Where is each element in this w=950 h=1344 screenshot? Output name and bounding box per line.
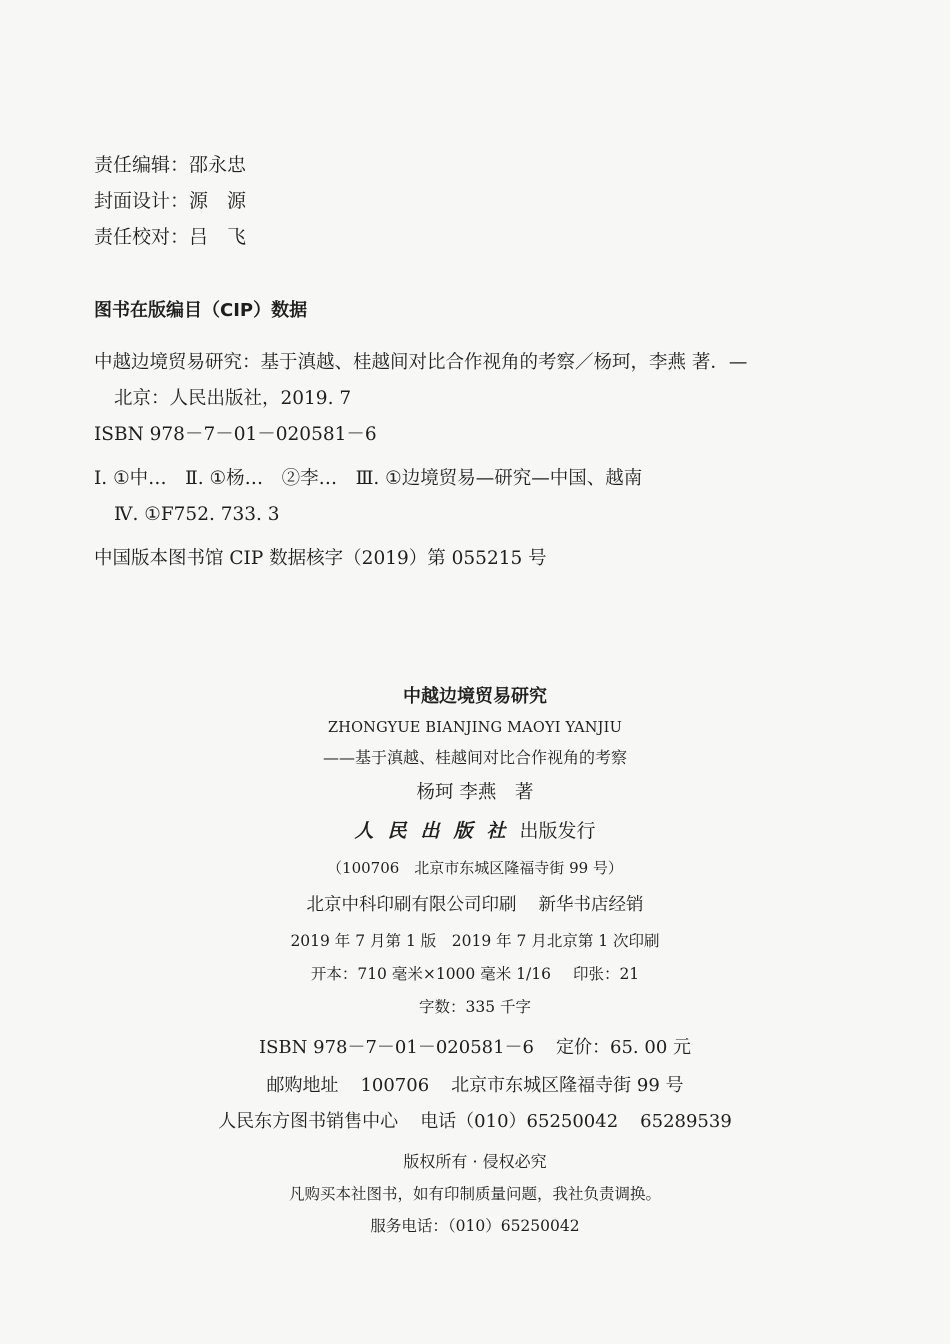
sales-center: 人民东方图书销售中心: [218, 1111, 399, 1132]
cip-record-line: 中国版本图书馆 CIP 数据核字（2019）第 055215 号: [94, 548, 547, 569]
print-sheets: 印张：21: [572, 965, 640, 983]
cip-isbn-line: ISBN 978－7－01－020581－6: [94, 424, 377, 445]
cip-class-line: Ⅳ. ①F752. 733. 3: [114, 504, 280, 525]
sales-phone-2: 65289539: [640, 1111, 732, 1132]
mail-label: 邮购地址: [266, 1075, 339, 1096]
cip-place-line: 北京：人民出版社，2019. 7: [114, 388, 352, 409]
format-size: 开本：710 毫米×1000 毫米 1/16: [310, 965, 551, 983]
mail-zip: 100706: [360, 1075, 430, 1096]
cip-title-line: 中越边境贸易研究：基于滇越、桂越间对比合作视角的考察／杨珂，李燕 著．—: [94, 352, 748, 373]
sales-center-line: [0, 1104, 950, 1146]
format-line: [0, 958, 950, 990]
mail-order-line: [0, 1068, 950, 1104]
word-count: 字数：335 千字: [418, 998, 531, 1016]
publisher-suffix: 出版发行: [519, 820, 596, 842]
sales-phone: 电话（010）65250042: [420, 1111, 619, 1132]
cip-record: [94, 348, 747, 580]
book-title-pinyin: ZHONGYUE BIANJING MAOYI YANJIU: [327, 720, 623, 736]
printer: 北京中科印刷有限公司印刷: [306, 895, 517, 915]
proofreader-credit: 责任校对：吕 飞: [94, 226, 247, 248]
book-title: 中越边境贸易研究: [403, 686, 547, 707]
quality-notice: 凡购买本社图书，如有印制质量问题，我社负责调换。: [288, 1185, 661, 1203]
isbn: ISBN 978－7－01－020581－6: [258, 1037, 535, 1058]
publisher-line: [0, 812, 950, 850]
book-subtitle: ——基于滇越、桂越间对比合作视角的考察: [322, 748, 627, 767]
imprint-block: [0, 680, 950, 1242]
book-authors: 杨珂 李燕 著: [416, 782, 534, 803]
distributor: 新华书店经销: [538, 895, 644, 915]
editor-credit: 责任编辑：邵永忠: [94, 154, 247, 176]
printer-line: [0, 886, 950, 924]
price: 定价：65. 00 元: [556, 1037, 691, 1058]
cover-design-credit: 封面设计：源 源: [94, 190, 247, 212]
copyright-notice: 版权所有 · 侵权必究: [403, 1152, 547, 1171]
publisher-address: （100706 北京市东城区隆福寺街 99 号）: [327, 859, 623, 877]
mail-address: 北京市东城区隆福寺街 99 号: [451, 1075, 684, 1096]
publisher-logo-text: 人民出版社: [354, 820, 520, 842]
cip-subject-line: Ⅰ. ①中… Ⅱ. ①杨… ②李… Ⅲ. ①边境贸易—研究—中国、越南: [94, 468, 643, 489]
service-phone: 服务电话：（010）65250042: [370, 1217, 580, 1235]
staff-credits: [94, 150, 246, 258]
edition-info: 2019 年 7 月第 1 版 2019 年 7 月北京第 1 次印刷: [290, 932, 660, 950]
isbn-price-line: [0, 1028, 950, 1068]
cip-heading: 图书在版编目（CIP）数据: [94, 300, 308, 321]
